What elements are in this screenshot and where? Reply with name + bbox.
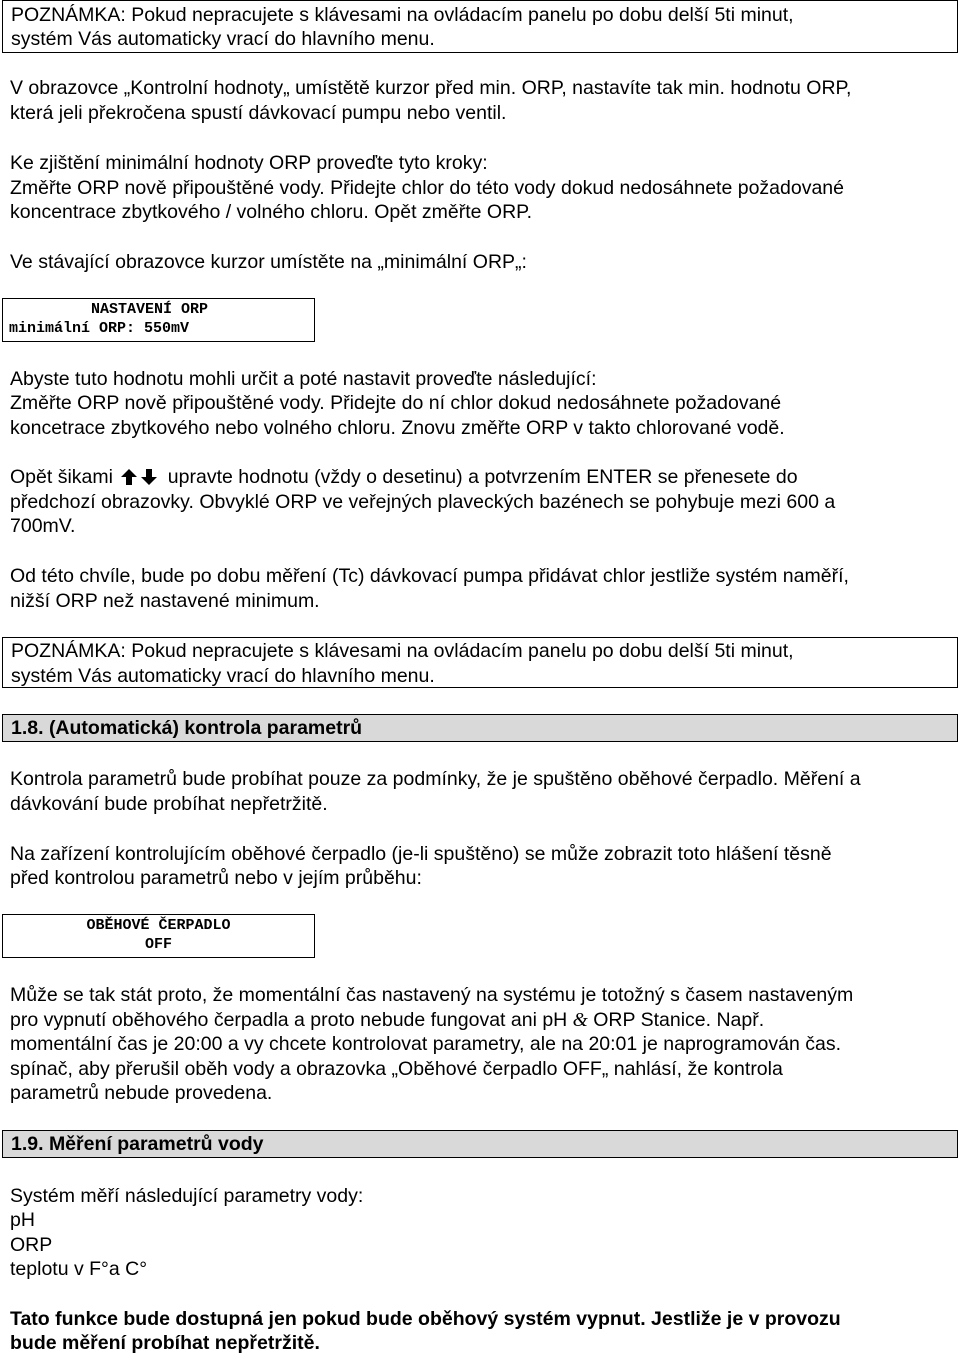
section-heading-1-8-text: 1.8. (Automatická) kontrola parametrů xyxy=(11,717,363,739)
lcd-pump-line-1: OBĚHOVÉ ČERPADLO xyxy=(86,917,231,934)
section-heading-1-9-text: 1.9. Měření parametrů vody xyxy=(11,1133,264,1155)
note-top-line-1: POZNÁMKA: Pokud nepracujete s klávesami na ovládacím panelu po dobu delší 5ti minut, xyxy=(11,4,794,26)
p9-line-2-after: ORP Stanice. Např. xyxy=(593,1009,765,1031)
p10-line-2: pH xyxy=(10,1209,35,1231)
p9-line-2 xyxy=(10,1008,764,1033)
p10-line-1: Systém měří následující parametry vody: xyxy=(10,1185,364,1207)
note-top-line-2: systém Vás automaticky vrací do hlavního menu. xyxy=(11,28,435,50)
p6-line-2: nižší ORP než nastavené minimum. xyxy=(10,590,320,612)
p4-line-2: Změřte ORP nově připouštěné vody. Přidejte do ní chlor dokud nedosáhnete požadované xyxy=(10,392,782,414)
lcd-orp-title: NASTAVENÍ ORP xyxy=(91,301,209,318)
p5-line-1-after: upravte hodnotu (vždy o desetinu) a potvrzením ENTER se přenesete do xyxy=(167,466,798,488)
p9-line-2-amp: & xyxy=(572,1010,588,1031)
p4-line-1: Abyste tuto hodnotu mohli určit a poté nastavit proveďte následující: xyxy=(10,368,597,390)
p11-line-2: bude měření probíhat nepřetržitě. xyxy=(10,1332,320,1354)
p8-line-2: před kontrolou parametrů nebo v jejím průběhu: xyxy=(10,867,422,889)
p5-line-1-before: Opět šikami xyxy=(10,466,113,488)
p1-line-1: V obrazovce „Kontrolní hodnoty„ umístětě kurzor před min. ORP, nastavíte tak min. hodnotu ORP, xyxy=(10,77,852,99)
p5-line-1 xyxy=(10,465,798,492)
lcd-pump-line-2: OFF xyxy=(144,936,172,953)
p10-line-4: teplotu v F°a C° xyxy=(10,1258,147,1280)
note-mid-line-2: systém Vás automaticky vrací do hlavního menu. xyxy=(11,665,435,687)
p2-line-2: Změřte ORP nově připouštěné vody. Přidejte chlor do této vody dokud nedosáhnete požadované xyxy=(10,177,844,199)
note-box-top xyxy=(2,0,958,53)
note-mid-line-1: POZNÁMKA: Pokud nepracujete s klávesami na ovládacím panelu po dobu delší 5ti minut, xyxy=(11,640,794,662)
p11-line-1: Tato funkce bude dostupná jen pokud bude oběhový systém vypnut. Jestliže je v provozu xyxy=(10,1308,841,1330)
p10-line-3: ORP xyxy=(10,1234,53,1256)
p9-line-2-before: pro vypnutí oběhového čerpadla a proto nebude fungovat ani pH xyxy=(10,1009,568,1031)
p5-line-3: 700mV. xyxy=(10,515,76,537)
p9-line-3: momentální čas je 20:00 a vy chcete kontrolovat parametry, ale na 20:01 je naprogramován čas. xyxy=(10,1033,842,1055)
section-heading-1-9 xyxy=(2,1130,958,1158)
p9-line-5: parametrů nebude provedena. xyxy=(10,1082,273,1104)
p7-line-2: dávkování bude probíhat nepřetržitě. xyxy=(10,793,328,815)
p6-line-1: Od této chvíle, bude po dobu měření (Tc) dávkovací pumpa přidávat chlor jestliže systém naměří, xyxy=(10,565,849,587)
p7-line-1: Kontrola parametrů bude probíhat pouze za podmínky, že je spuštěno oběhové čerpadlo. Měření a xyxy=(10,768,861,790)
p1-line-2: která jeli překročena spustí dávkovací pumpu nebo ventil. xyxy=(10,102,507,124)
p8-line-1: Na zařízení kontrolujícím oběhové čerpadlo (je-li spuštěno) se může zobrazit toto hlášení těsně xyxy=(10,843,832,865)
section-heading-1-8 xyxy=(2,714,958,742)
p2-line-3: koncentrace zbytkového / volného chloru. Opět změřte ORP. xyxy=(10,201,533,223)
lcd-display-pump xyxy=(2,914,315,958)
up-down-arrows-icon xyxy=(120,468,158,492)
p5-line-2: předchozí obrazovky. Obvyklé ORP ve veřejných plaveckých bazénech se pohybuje mezi 600 a xyxy=(10,491,836,513)
p9-line-4: spínač, aby přerušil oběh vody a obrazovka „Oběhové čerpadlo OFF„ nahlásí, že kontrola xyxy=(10,1058,783,1080)
lcd-display-orp xyxy=(2,298,315,342)
p4-line-3: koncetrace zbytkového nebo volného chloru. Znovu změřte ORP v takto chlorované vodě. xyxy=(10,417,785,439)
p3-line: Ve stávající obrazovce kurzor umístěte na „minimální ORP„: xyxy=(10,251,527,273)
p9-line-1: Může se tak stát proto, že momentální čas nastavený na systému je totožný s časem nastaveným xyxy=(10,984,854,1006)
note-box-mid xyxy=(2,637,958,688)
p2-line-1: Ke zjištění minimální hodnoty ORP proveďte tyto kroky: xyxy=(10,152,488,174)
lcd-orp-value: minimální ORP: 550mV xyxy=(9,320,190,337)
